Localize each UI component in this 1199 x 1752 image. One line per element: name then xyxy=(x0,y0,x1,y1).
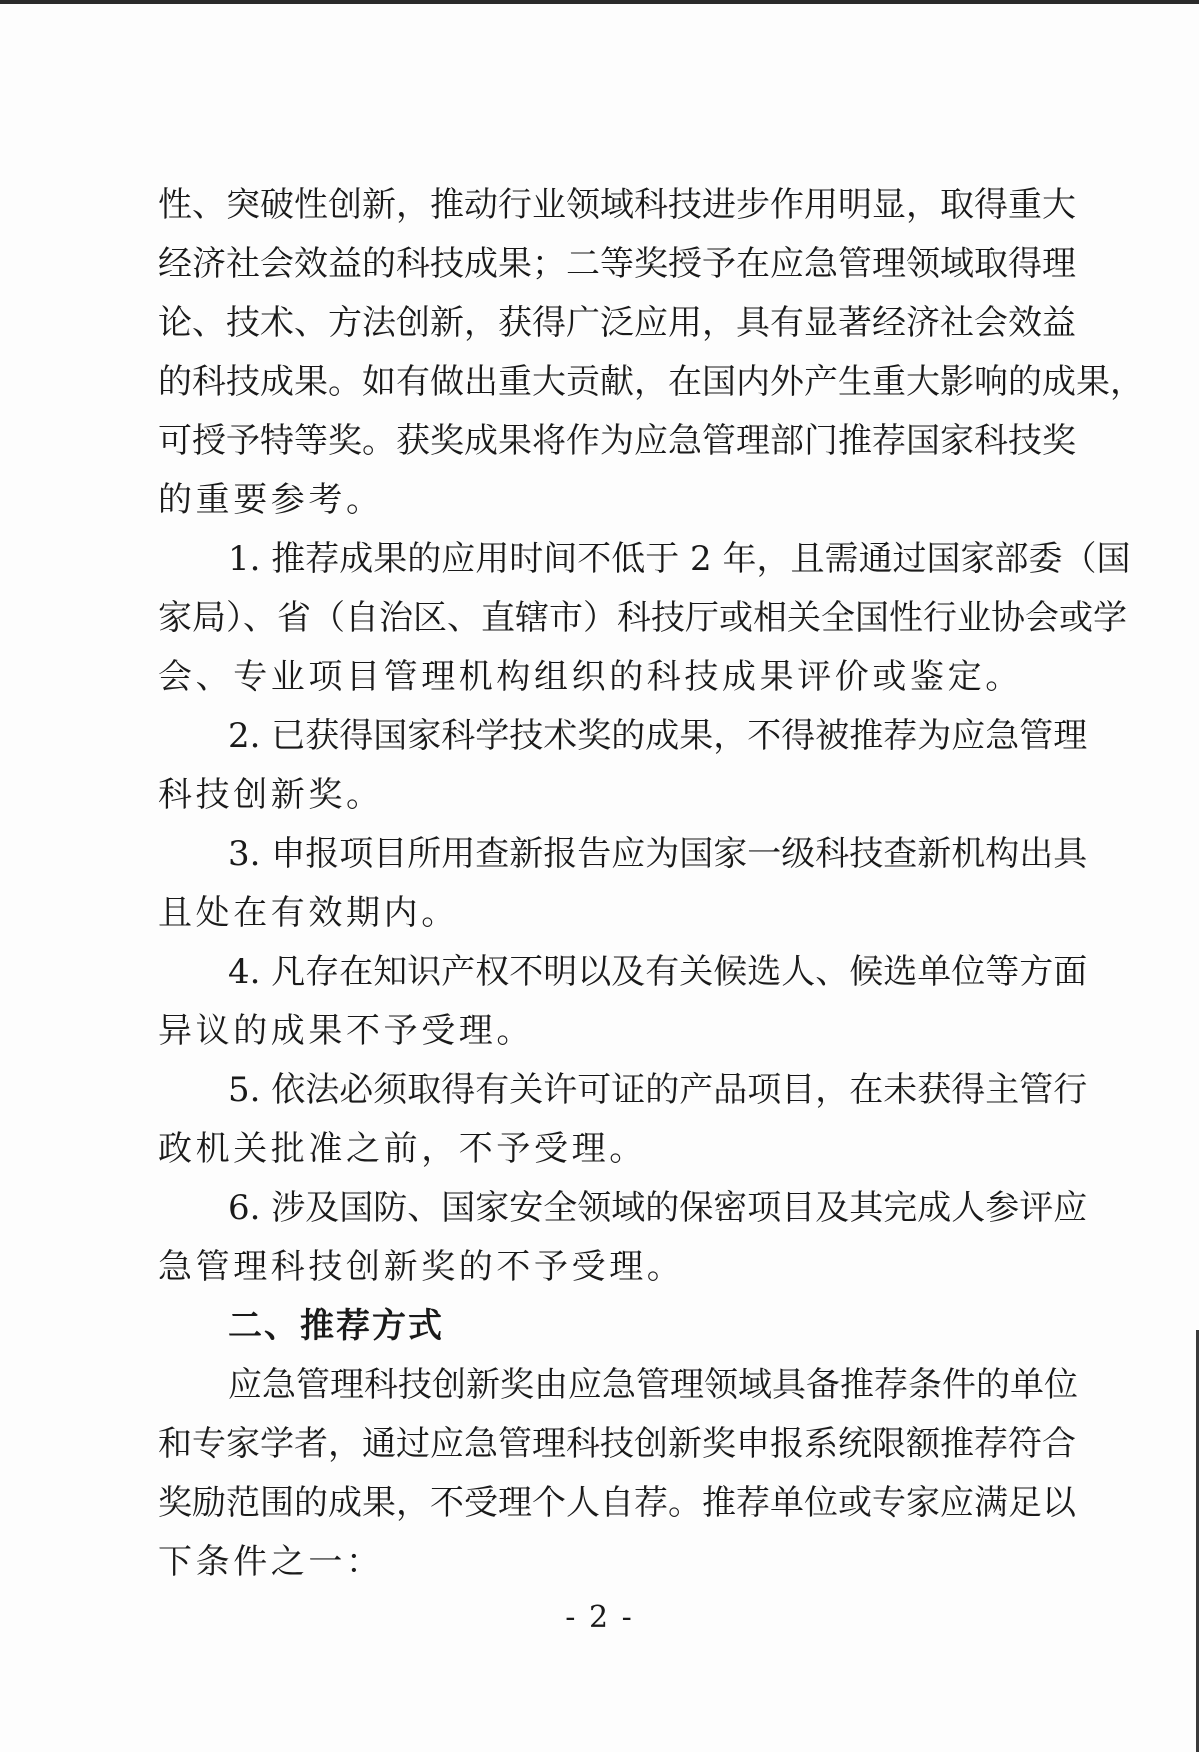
text-line: 异议的成果不予受理。 xyxy=(158,1011,534,1051)
top-border-line xyxy=(0,0,1199,4)
text-line: 性、突破性创新，推动行业领域科技进步作用明显，取得重大 xyxy=(158,185,1076,225)
list-item-1-line: 1. 推荐成果的应用时间不低于 2 年，且需通过国家部委（国 xyxy=(228,539,1131,579)
text-line: 论、技术、方法创新，获得广泛应用，具有显著经济社会效益 xyxy=(158,303,1076,343)
text-line: 会、专业项目管理机构组织的科技成果评价或鉴定。 xyxy=(158,657,1023,697)
text-line: 可授予特等奖。获奖成果将作为应急管理部门推荐国家科技奖 xyxy=(158,421,1076,461)
text-line: 的重要参考。 xyxy=(158,480,384,520)
text-line: 家局）、省（自治区、直辖市）科技厅或相关全国性行业协会或学 xyxy=(158,598,1127,638)
list-item-5-line: 5. 依法必须取得有关许可证的产品项目，在未获得主管行 xyxy=(228,1070,1088,1110)
page-number: - 2 - xyxy=(565,1600,634,1635)
list-item-2-line: 2. 已获得国家科学技术奖的成果，不得被推荐为应急管理 xyxy=(228,716,1088,756)
text-line: 且处在有效期内。 xyxy=(158,893,459,933)
text-line: 政机关批准之前，不予受理。 xyxy=(158,1129,647,1169)
document-body xyxy=(158,176,1144,1592)
text-line: 科技创新奖。 xyxy=(158,775,384,815)
text-line: 急管理科技创新奖的不予受理。 xyxy=(158,1247,685,1287)
text-line: 的科技成果。如有做出重大贡献，在国内外产生重大影响的成果， xyxy=(158,362,1144,402)
list-item-4-line: 4. 凡存在知识产权不明以及有关候选人、候选单位等方面 xyxy=(228,952,1088,992)
paragraph-line: 应急管理科技创新奖由应急管理领域具备推荐条件的单位 xyxy=(228,1365,1078,1405)
list-item-6-line: 6. 涉及国防、国家安全领域的保密项目及其完成人参评应 xyxy=(228,1188,1088,1228)
list-item-3-line: 3. 申报项目所用查新报告应为国家一级科技查新机构出具 xyxy=(228,834,1088,874)
text-line: 下条件之一： xyxy=(158,1542,384,1582)
text-line: 奖励范围的成果，不受理个人自荐。推荐单位或专家应满足以 xyxy=(158,1483,1076,1523)
section-heading: 二、推荐方式 xyxy=(228,1306,444,1346)
text-line: 和专家学者，通过应急管理科技创新奖申报系统限额推荐符合 xyxy=(158,1424,1076,1464)
text-line: 经济社会效益的科技成果；二等奖授予在应急管理领域取得理 xyxy=(158,244,1076,284)
